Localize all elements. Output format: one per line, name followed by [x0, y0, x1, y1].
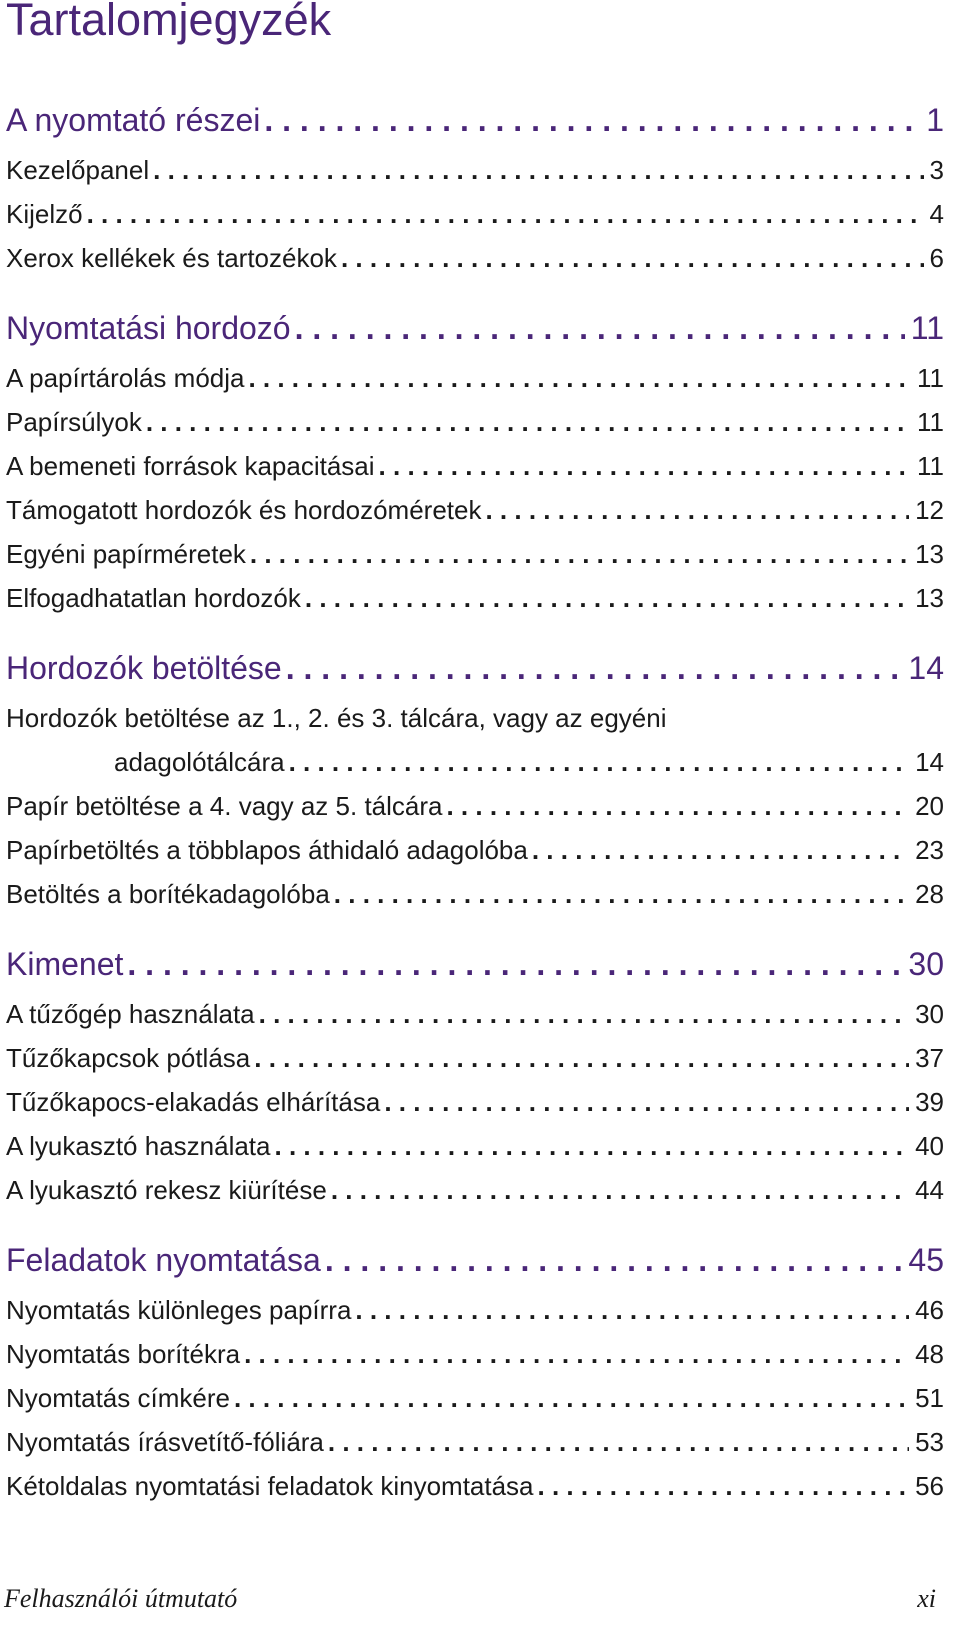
- toc-entry-page: 20: [915, 791, 944, 821]
- toc-entry-title: Kijelző: [6, 199, 83, 229]
- dot-leader: [295, 300, 905, 356]
- toc-entry-page: 11: [917, 451, 944, 481]
- dot-leader: [355, 1288, 909, 1332]
- footer-document-title: Felhasználói útmutató: [4, 1584, 238, 1613]
- toc-heading-title: Kimenet: [6, 946, 124, 982]
- dot-leader: [538, 1464, 910, 1508]
- toc-entry-title: Támogatott hordozók és hordozóméretek: [6, 495, 482, 525]
- dot-leader: [384, 1080, 909, 1124]
- toc-entry-page: 23: [915, 835, 944, 865]
- toc-entry[interactable]: [6, 872, 944, 916]
- dot-leader: [379, 444, 911, 488]
- toc-entry[interactable]: [6, 488, 944, 532]
- toc-entry[interactable]: [6, 356, 944, 400]
- dot-leader: [153, 148, 923, 192]
- dot-leader: [254, 1036, 909, 1080]
- toc-entry-title: A lyukasztó rekesz kiürítése: [6, 1175, 327, 1205]
- toc-entry-page: 4: [929, 199, 944, 229]
- toc-entry[interactable]: [6, 444, 944, 488]
- dot-leader: [334, 872, 909, 916]
- toc-entry[interactable]: [6, 400, 944, 444]
- toc-heading-page: 45: [908, 1242, 944, 1278]
- toc-entry-page: 14: [915, 747, 944, 777]
- toc-entry-title: Papír betöltése a 4. vagy az 5. tálcára: [6, 791, 443, 821]
- toc-section: [6, 1232, 944, 1508]
- toc-section: [6, 300, 944, 620]
- dot-leader: [325, 1232, 903, 1288]
- toc-entry-page: 37: [915, 1043, 944, 1073]
- toc-heading-entry[interactable]: [6, 936, 944, 992]
- toc-entry[interactable]: [6, 1376, 944, 1420]
- toc-heading-entry[interactable]: [6, 640, 944, 696]
- toc-entry[interactable]: [6, 532, 944, 576]
- toc-entry-page: 56: [915, 1471, 944, 1501]
- toc-heading-title: A nyomtató részei: [6, 102, 261, 138]
- toc-entry-title: Tűzőkapocs-elakadás elhárítása: [6, 1087, 381, 1117]
- toc-entry-title: A lyukasztó használata: [6, 1131, 271, 1161]
- dot-leader: [485, 488, 909, 532]
- dot-leader: [341, 236, 924, 280]
- toc-entry[interactable]: [6, 576, 944, 620]
- toc-entry-page: 39: [915, 1087, 944, 1117]
- toc-entry[interactable]: [6, 236, 944, 280]
- toc-entry-page: 11: [917, 363, 944, 393]
- toc-entry-title: Nyomtatás borítékra: [6, 1339, 241, 1369]
- toc-heading-page: 30: [908, 946, 944, 982]
- toc-entry-continuation: [6, 740, 944, 784]
- toc-heading-title: Hordozók betöltése: [6, 650, 282, 686]
- toc-entry-page: 6: [929, 243, 944, 273]
- toc-entry[interactable]: [6, 1464, 944, 1508]
- toc-section: [6, 92, 944, 280]
- toc-entry-page: 40: [915, 1131, 944, 1161]
- toc-entry-page: 12: [915, 495, 944, 525]
- toc-heading-page: 14: [908, 650, 944, 686]
- toc-entry-page: 53: [915, 1427, 944, 1457]
- toc-entry-title: Hordozók betöltése az 1., 2. és 3. tálcára, vagy az egyéni: [6, 703, 667, 733]
- toc-entry-title: Papírbetöltés a többlapos áthidaló adagolóba: [6, 835, 528, 865]
- toc-entry-title: Egyéni papírméretek: [6, 539, 246, 569]
- footer-page-number: xi: [917, 1584, 936, 1613]
- table-of-contents: [6, 92, 944, 1528]
- toc-entry-title: A tűzőgép használata: [6, 999, 255, 1029]
- toc-entry-title: Tűzőkapcsok pótlása: [6, 1043, 251, 1073]
- dot-leader: [146, 400, 911, 444]
- toc-entry-title: Xerox kellékek és tartozékok: [6, 243, 337, 273]
- toc-entry[interactable]: [6, 992, 944, 1036]
- toc-entry[interactable]: [6, 192, 944, 236]
- dot-leader: [275, 1124, 910, 1168]
- toc-heading-title: Nyomtatási hordozó: [6, 310, 291, 346]
- toc-entry-page: 46: [915, 1295, 944, 1325]
- dot-leader: [331, 1168, 909, 1212]
- toc-entry-title: Nyomtatás írásvetítő-fóliára: [6, 1427, 324, 1457]
- toc-entry[interactable]: [6, 1288, 944, 1332]
- toc-entry-page: 11: [917, 407, 944, 437]
- dot-leader: [286, 640, 903, 696]
- toc-entry-page: 13: [915, 539, 944, 569]
- dot-leader: [446, 784, 909, 828]
- toc-entry-page: 3: [929, 155, 944, 185]
- dot-leader: [289, 740, 910, 784]
- toc-entry-page: 28: [915, 879, 944, 909]
- toc-entry-title: Nyomtatás különleges papírra: [6, 1295, 352, 1325]
- toc-section: [6, 936, 944, 1212]
- dot-leader: [259, 992, 909, 1036]
- toc-entry[interactable]: [6, 784, 944, 828]
- toc-entry-title: A bemeneti források kapacitásai: [6, 451, 375, 481]
- toc-entry[interactable]: [6, 1420, 944, 1464]
- dot-leader: [305, 576, 909, 620]
- toc-heading-page: 11: [910, 310, 944, 346]
- dot-leader: [248, 356, 911, 400]
- toc-entry-title: Kétoldalas nyomtatási feladatok kinyomtatása: [6, 1471, 534, 1501]
- toc-entry[interactable]: [6, 696, 944, 784]
- toc-entry[interactable]: [6, 1124, 944, 1168]
- toc-entry[interactable]: [6, 1036, 944, 1080]
- toc-entry[interactable]: [6, 1080, 944, 1124]
- page-footer: [4, 1584, 936, 1614]
- toc-entry-title: Elfogadhatatlan hordozók: [6, 583, 301, 613]
- dot-leader: [127, 936, 902, 992]
- toc-entry-title: Betöltés a borítékadagolóba: [6, 879, 330, 909]
- toc-entry-page: 13: [915, 583, 944, 613]
- toc-entry-title: Papírsúlyok: [6, 407, 142, 437]
- dot-leader: [250, 532, 909, 576]
- toc-section: [6, 640, 944, 916]
- toc-entry-title: A papírtárolás módja: [6, 363, 245, 393]
- dot-leader: [87, 192, 924, 236]
- toc-entry-title: Kezelőpanel: [6, 155, 150, 185]
- dot-leader: [244, 1332, 909, 1376]
- dot-leader: [532, 828, 909, 872]
- toc-heading-entry[interactable]: [6, 1232, 944, 1288]
- toc-entry[interactable]: [6, 1332, 944, 1376]
- dot-leader: [328, 1420, 909, 1464]
- toc-entry[interactable]: [6, 828, 944, 872]
- toc-entry-page: 48: [915, 1339, 944, 1369]
- dot-leader: [234, 1376, 909, 1420]
- toc-entry-title: Nyomtatás címkére: [6, 1383, 230, 1413]
- page-title: Tartalomjegyzék: [6, 0, 332, 45]
- toc-heading-entry[interactable]: [6, 92, 944, 148]
- toc-entry[interactable]: [6, 148, 944, 192]
- toc-entry-page: 51: [915, 1383, 944, 1413]
- toc-heading-page: 1: [926, 102, 944, 138]
- toc-heading-title: Feladatok nyomtatása: [6, 1242, 321, 1278]
- toc-entry-page: 30: [915, 999, 944, 1029]
- toc-heading-entry[interactable]: [6, 300, 944, 356]
- toc-entry-title-line2: adagolótálcára: [114, 747, 285, 777]
- toc-entry-page: 44: [915, 1175, 944, 1205]
- dot-leader: [264, 92, 920, 148]
- toc-entry[interactable]: [6, 1168, 944, 1212]
